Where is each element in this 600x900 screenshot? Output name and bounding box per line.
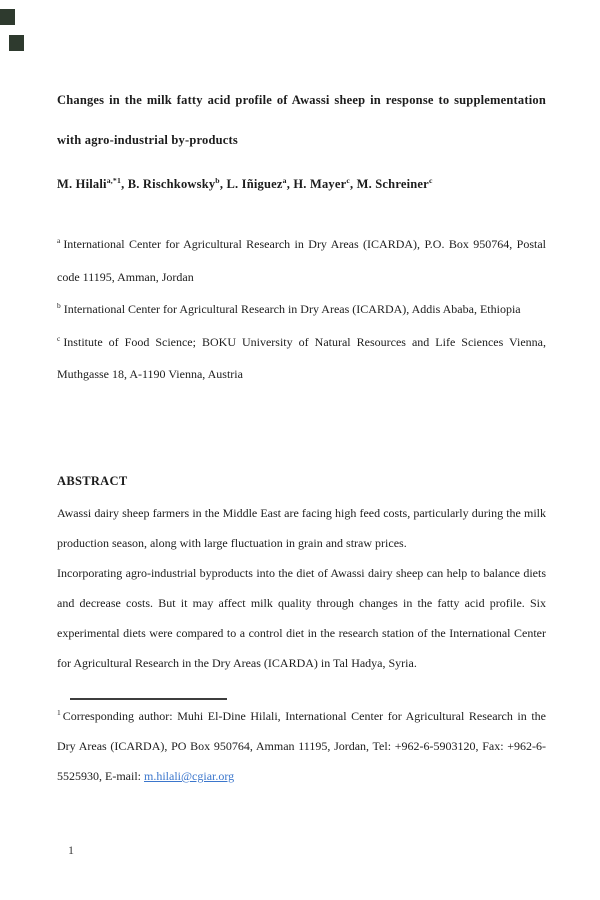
scan-artifact-mark-1: [0, 9, 15, 25]
author-name: M. Hilali: [57, 177, 107, 191]
author-superscript: a,*1: [106, 175, 122, 185]
corresponding-author-footnote: [57, 701, 546, 791]
email-link[interactable]: m.hilali@cgiar.org: [144, 769, 235, 783]
author-superscript: a: [282, 175, 287, 185]
footnote-separator: [70, 698, 227, 700]
author-name: , M. Schreiner: [349, 177, 429, 191]
affiliation-c: [57, 326, 546, 391]
affiliation-text: International Center for Agricultural Research in Dry Areas (ICARDA), P.O. Box 950764, Postal code 11195, Amman, Jordan: [57, 237, 546, 284]
abstract-paragraph: Awassi dairy sheep farmers in the Middle East are facing high feed costs, particularly during the milk production season, along with large fluctuation in grain and straw prices.: [57, 506, 546, 550]
author-name: , L. Iñiguez: [219, 177, 283, 191]
author-superscript: b: [215, 175, 220, 185]
affiliation-superscript: b: [57, 301, 61, 310]
author-superscript: c: [428, 175, 433, 185]
affiliation-text: International Center for Agricultural Research in Dry Areas (ICARDA), Addis Ababa, Ethiopia: [63, 302, 521, 316]
author-line: [57, 174, 546, 194]
abstract-heading: ABSTRACT: [57, 474, 128, 488]
scan-artifact-mark-2: [9, 35, 24, 51]
abstract-body: [57, 498, 546, 678]
affiliation-superscript: c: [57, 333, 61, 343]
author-superscript: c: [346, 175, 350, 185]
author-name: , B. Rischkowsky: [121, 177, 216, 191]
affiliation-b: [57, 293, 546, 326]
affiliation-superscript: a: [57, 236, 61, 245]
abstract-paragraph: Incorporating agro-industrial byproducts into the diet of Awassi dairy sheep can help to balance diets and decrease costs. But it may affect milk quality through changes in the fatty acid profile. Six experimental diets were compared to a control diet in the research station of the International Center for Agricultural Research in the Dry Areas (ICARDA) in Tal Hadya, Syria.: [57, 566, 546, 670]
paper-title: Changes in the milk fatty acid profile of Awassi sheep in response to supplementation with agro-industrial by-products: [57, 93, 546, 147]
footnote-text: Corresponding author: Muhi El-Dine Hilali, International Center for Agricultural Research in the Dry Areas (ICARDA), PO Box 950764, Amman 11195, Jordan, Tel: +962-6-5903120, Fax: +962-6-5525930, E-mail:: [57, 709, 546, 783]
author-name: , H. Mayer: [286, 177, 347, 191]
affiliation-text: Institute of Food Science; BOKU University of Natural Resources and Life Sciences Vienna, Muthgasse 18, A-1190 Vienna, Austria: [57, 334, 546, 381]
affiliations-section: [57, 228, 546, 391]
page-number: 1: [68, 843, 74, 857]
affiliation-a: [57, 228, 546, 293]
footnote-marker: 1: [57, 708, 61, 717]
